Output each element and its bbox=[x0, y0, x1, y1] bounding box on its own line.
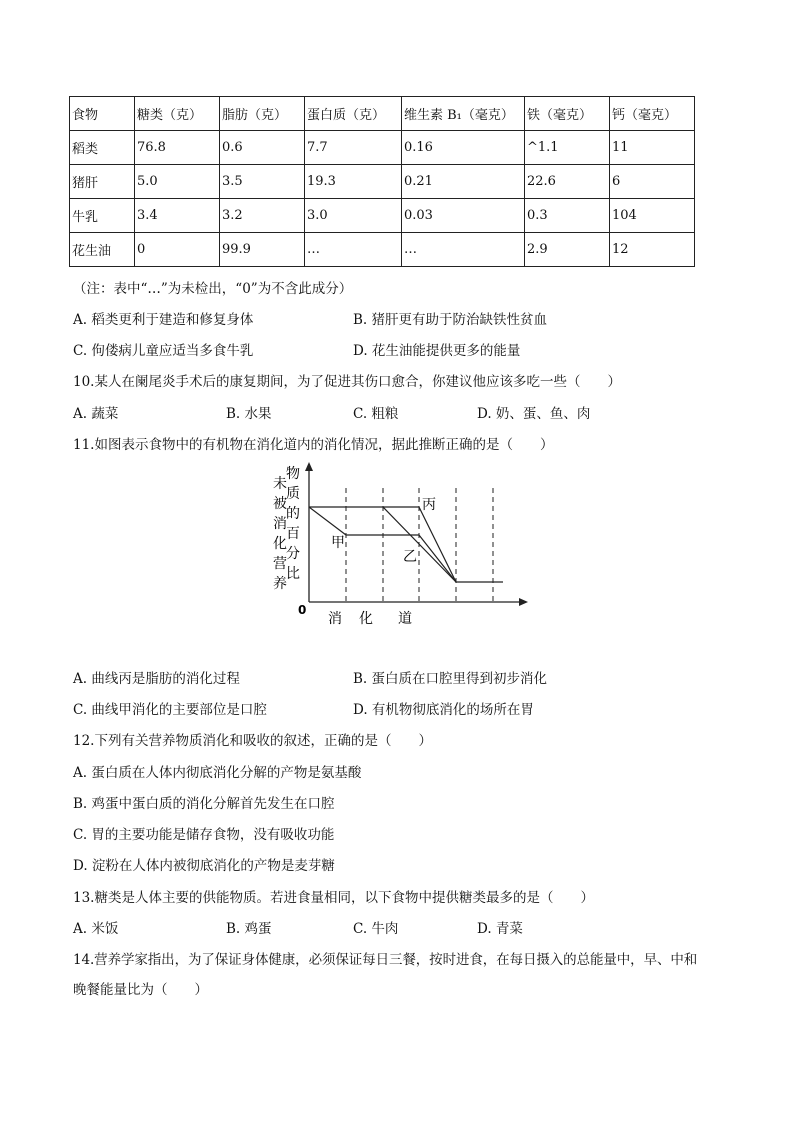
ylabel-char: 分 bbox=[286, 546, 300, 562]
ylabel-char: 未 bbox=[273, 476, 287, 492]
table-cell: 76.8 bbox=[135, 131, 220, 165]
table-cell: 猪肝 bbox=[70, 165, 135, 199]
table-header-cell: 食物 bbox=[70, 97, 135, 131]
table-cell: 3.4 bbox=[135, 199, 220, 233]
ylabel-char: 物 bbox=[286, 466, 300, 482]
table-cell: 99.9 bbox=[220, 233, 305, 267]
table-cell: … bbox=[402, 233, 525, 267]
q13-option-a: A. 米饭 bbox=[73, 921, 119, 937]
table-cell: 0.21 bbox=[402, 165, 525, 199]
table-cell: 3.0 bbox=[305, 199, 402, 233]
table-cell: 0.3 bbox=[525, 199, 610, 233]
table-header-cell: 维生素 B₁（毫克） bbox=[402, 97, 525, 131]
table-header-cell: 钙（毫克） bbox=[610, 97, 695, 131]
table-row bbox=[70, 165, 695, 199]
q9-option-c: C. 佝偻病儿童应适当多食牛乳 bbox=[73, 343, 254, 359]
ylabel-char: 化 bbox=[273, 536, 287, 552]
q12-option-a: A. 蛋白质在人体内彻底消化分解的产物是氨基酸 bbox=[73, 765, 362, 781]
q12-option-d: D. 淀粉在人体内被彻底消化的产物是麦芽糖 bbox=[73, 858, 335, 874]
table-cell: 0 bbox=[135, 233, 220, 267]
table-cell: 2.9 bbox=[525, 233, 610, 267]
table-cell: 花生油 bbox=[70, 233, 135, 267]
table-cell: 0.16 bbox=[402, 131, 525, 165]
ylabel-char: 养 bbox=[273, 576, 287, 592]
origin-label: 0 bbox=[298, 603, 307, 617]
q9-option-b: B. 猪肝更有助于防治缺铁性贫血 bbox=[353, 312, 548, 328]
table-cell: 19.3 bbox=[305, 165, 402, 199]
table-cell: 11 bbox=[610, 131, 695, 165]
ylabel-char: 比 bbox=[286, 566, 300, 582]
q13-option-d: D. 青菜 bbox=[477, 921, 523, 937]
q14-stem-line1: 14.营养学家指出，为了保证身体健康，必须保证每日三餐，按时进食，在每日摄入的总能量中，早、中和 bbox=[73, 952, 698, 968]
table-cell: 3.2 bbox=[220, 199, 305, 233]
table-cell: 22.6 bbox=[525, 165, 610, 199]
q11-stem: 11.如图表示食物中的有机物在消化道内的消化情况，据此推断正确的是（ ） bbox=[73, 437, 554, 453]
ylabel-char: 营 bbox=[273, 556, 287, 572]
q10-stem: 10.某人在阑尾炎手术后的康复期间，为了促进其伤口愈合，你建议他应该多吃一些（ ） bbox=[73, 374, 621, 390]
curve-label-jia: 甲 bbox=[331, 535, 345, 551]
q10-option-d: D. 奶、蛋、鱼、肉 bbox=[477, 406, 591, 422]
xlabel-char: 化 bbox=[359, 611, 373, 627]
table-cell: 104 bbox=[610, 199, 695, 233]
digestion-chart bbox=[260, 460, 540, 635]
q10-option-b: B. 水果 bbox=[226, 406, 272, 422]
q12-stem: 12.下列有关营养物质消化和吸收的叙述，正确的是（ ） bbox=[73, 733, 432, 749]
table-cell: 稻类 bbox=[70, 131, 135, 165]
q9-option-a: A. 稻类更利于建造和修复身体 bbox=[73, 312, 254, 328]
q12-option-b: B. 鸡蛋中蛋白质的消化分解首先发生在口腔 bbox=[73, 796, 335, 812]
q12-option-c: C. 胃的主要功能是储存食物，没有吸收功能 bbox=[73, 827, 335, 843]
table-row bbox=[70, 199, 695, 233]
table-cell: 0.03 bbox=[402, 199, 525, 233]
q11-option-c: C. 曲线甲消化的主要部位是口腔 bbox=[73, 702, 267, 718]
q13-stem: 13.糖类是人体主要的供能物质。若进食量相同，以下食物中提供糖类最多的是（ ） bbox=[73, 890, 594, 906]
q13-option-b: B. 鸡蛋 bbox=[226, 921, 272, 937]
xlabel-char: 消 bbox=[328, 611, 342, 627]
table-header-cell: 铁（毫克） bbox=[525, 97, 610, 131]
q10-option-c: C. 粗粮 bbox=[353, 406, 399, 422]
table-header-cell: 脂肪（克） bbox=[220, 97, 305, 131]
table-header-cell: 糖类（克） bbox=[135, 97, 220, 131]
table-note: （注：表中“…”为未检出，“0”为不含此成分） bbox=[73, 281, 353, 297]
ylabel-char: 百 bbox=[286, 526, 300, 542]
table-header-cell: 蛋白质（克） bbox=[305, 97, 402, 131]
q13-option-c: C. 牛肉 bbox=[353, 921, 399, 937]
table-cell: 牛乳 bbox=[70, 199, 135, 233]
curve-label-yi: 乙 bbox=[403, 549, 417, 565]
table-cell: 3.5 bbox=[220, 165, 305, 199]
food-nutrient-table bbox=[69, 96, 695, 267]
table-cell: 6 bbox=[610, 165, 695, 199]
q11-option-d: D. 有机物彻底消化的场所在胃 bbox=[353, 702, 534, 718]
xlabel-char: 道 bbox=[398, 611, 412, 627]
table-cell: ^1.1 bbox=[525, 131, 610, 165]
x-axis-arrow bbox=[519, 598, 528, 606]
table-header-row bbox=[70, 97, 695, 131]
ylabel-char: 消 bbox=[273, 516, 287, 532]
q14-stem-line2: 晚餐能量比为（ ） bbox=[73, 982, 208, 998]
ylabel-char: 的 bbox=[286, 506, 300, 522]
table-cell: 0.6 bbox=[220, 131, 305, 165]
table-row bbox=[70, 233, 695, 267]
table-cell: 12 bbox=[610, 233, 695, 267]
table-cell: 7.7 bbox=[305, 131, 402, 165]
y-axis-arrow bbox=[305, 462, 313, 471]
ylabel-char: 被 bbox=[273, 496, 287, 512]
table-cell: … bbox=[305, 233, 402, 267]
q11-option-a: A. 曲线丙是脂肪的消化过程 bbox=[73, 671, 240, 687]
table-row bbox=[70, 131, 695, 165]
q10-option-a: A. 蔬菜 bbox=[73, 406, 119, 422]
q11-option-b: B. 蛋白质在口腔里得到初步消化 bbox=[353, 671, 548, 687]
table-cell: 5.0 bbox=[135, 165, 220, 199]
q9-option-d: D. 花生油能提供更多的能量 bbox=[353, 343, 521, 359]
curve-label-bing: 丙 bbox=[422, 497, 436, 513]
ylabel-char: 质 bbox=[286, 486, 300, 502]
